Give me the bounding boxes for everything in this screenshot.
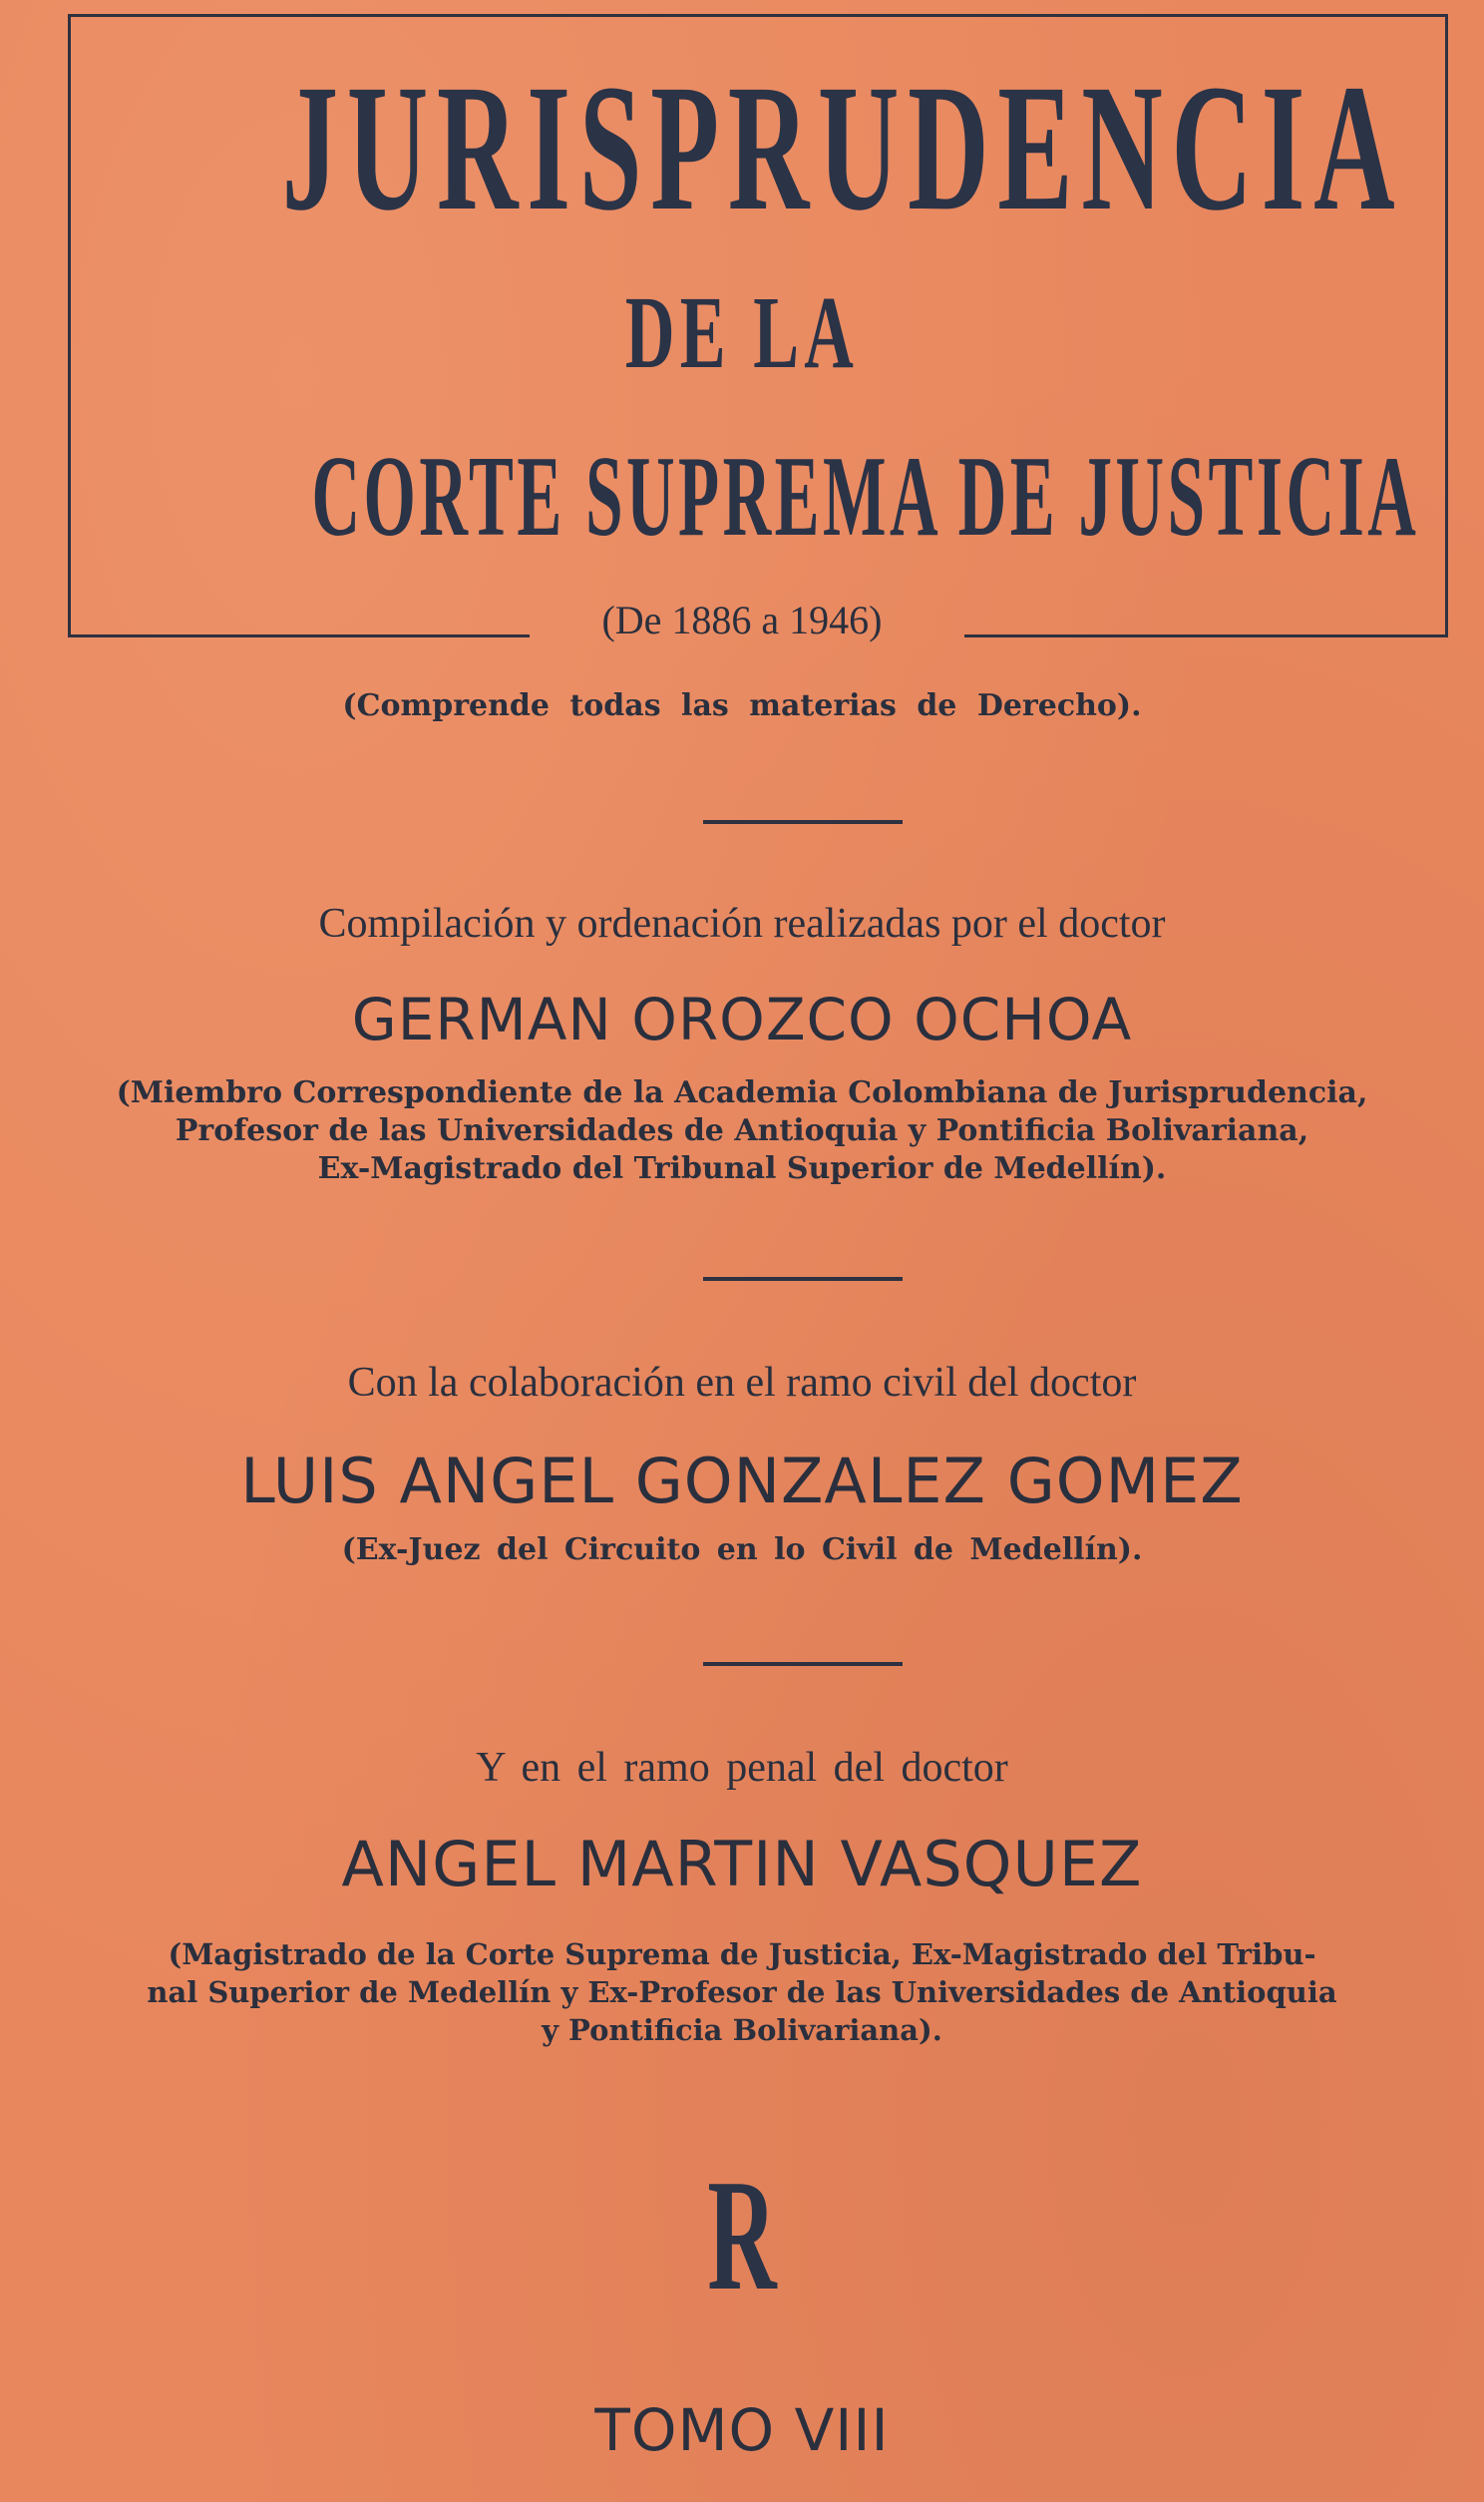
date-range: (De 1886 a 1946)	[601, 598, 883, 642]
civil-credentials: (Ex-Juez del Circuito en lo Civil de Medellín).	[341, 1532, 1143, 1567]
divider-2	[703, 1277, 903, 1281]
penal-credentials-2: nal Superior de Medellín y Ex-Profesor de las Universidades de Antioquia	[147, 1975, 1337, 2009]
compiler-intro: Compilación y ordenación realizadas por el doctor	[318, 901, 1166, 947]
civil-intro: Con la colaboración en el ramo civil del doctor	[347, 1360, 1137, 1406]
penal-intro: Y en el ramo penal del doctor	[476, 1745, 1008, 1791]
compiler-credentials-1: (Miembro Correspondiente de la Academia Colombiana de Jurisprudencia,	[116, 1075, 1368, 1110]
penal-name: ANGEL MARTIN VASQUEZ	[341, 1828, 1143, 1900]
divider-3	[703, 1662, 903, 1666]
penal-credentials-1: (Magistrado de la Corte Suprema de Justicia, Ex-Magistrado del Tribu-	[168, 1937, 1316, 1971]
penal-credentials-3: y Pontificia Bolivariana).	[542, 2013, 942, 2047]
compiler-name: GERMAN OROZCO OCHOA	[351, 986, 1133, 1053]
title-de-la: DE LA	[624, 275, 860, 390]
civil-name: LUIS ANGEL GONZALEZ GOMEZ	[240, 1445, 1244, 1517]
title-court: CORTE SUPREMA DE JUSTICIA	[311, 433, 1420, 561]
title-main: JURISPRUDENCIA	[281, 48, 1404, 248]
volume-label: TOMO VIII	[594, 2396, 890, 2464]
scope-note: (Comprende todas las materias de Derecho).	[342, 688, 1142, 723]
publisher-logo: R	[707, 2146, 777, 2323]
divider-1	[703, 820, 903, 824]
compiler-credentials-2: Profesor de las Universidades de Antioquia y Pontificia Bolivariana,	[175, 1113, 1309, 1148]
compiler-credentials-3: Ex-Magistrado del Tribunal Superior de Medellín).	[317, 1151, 1167, 1186]
